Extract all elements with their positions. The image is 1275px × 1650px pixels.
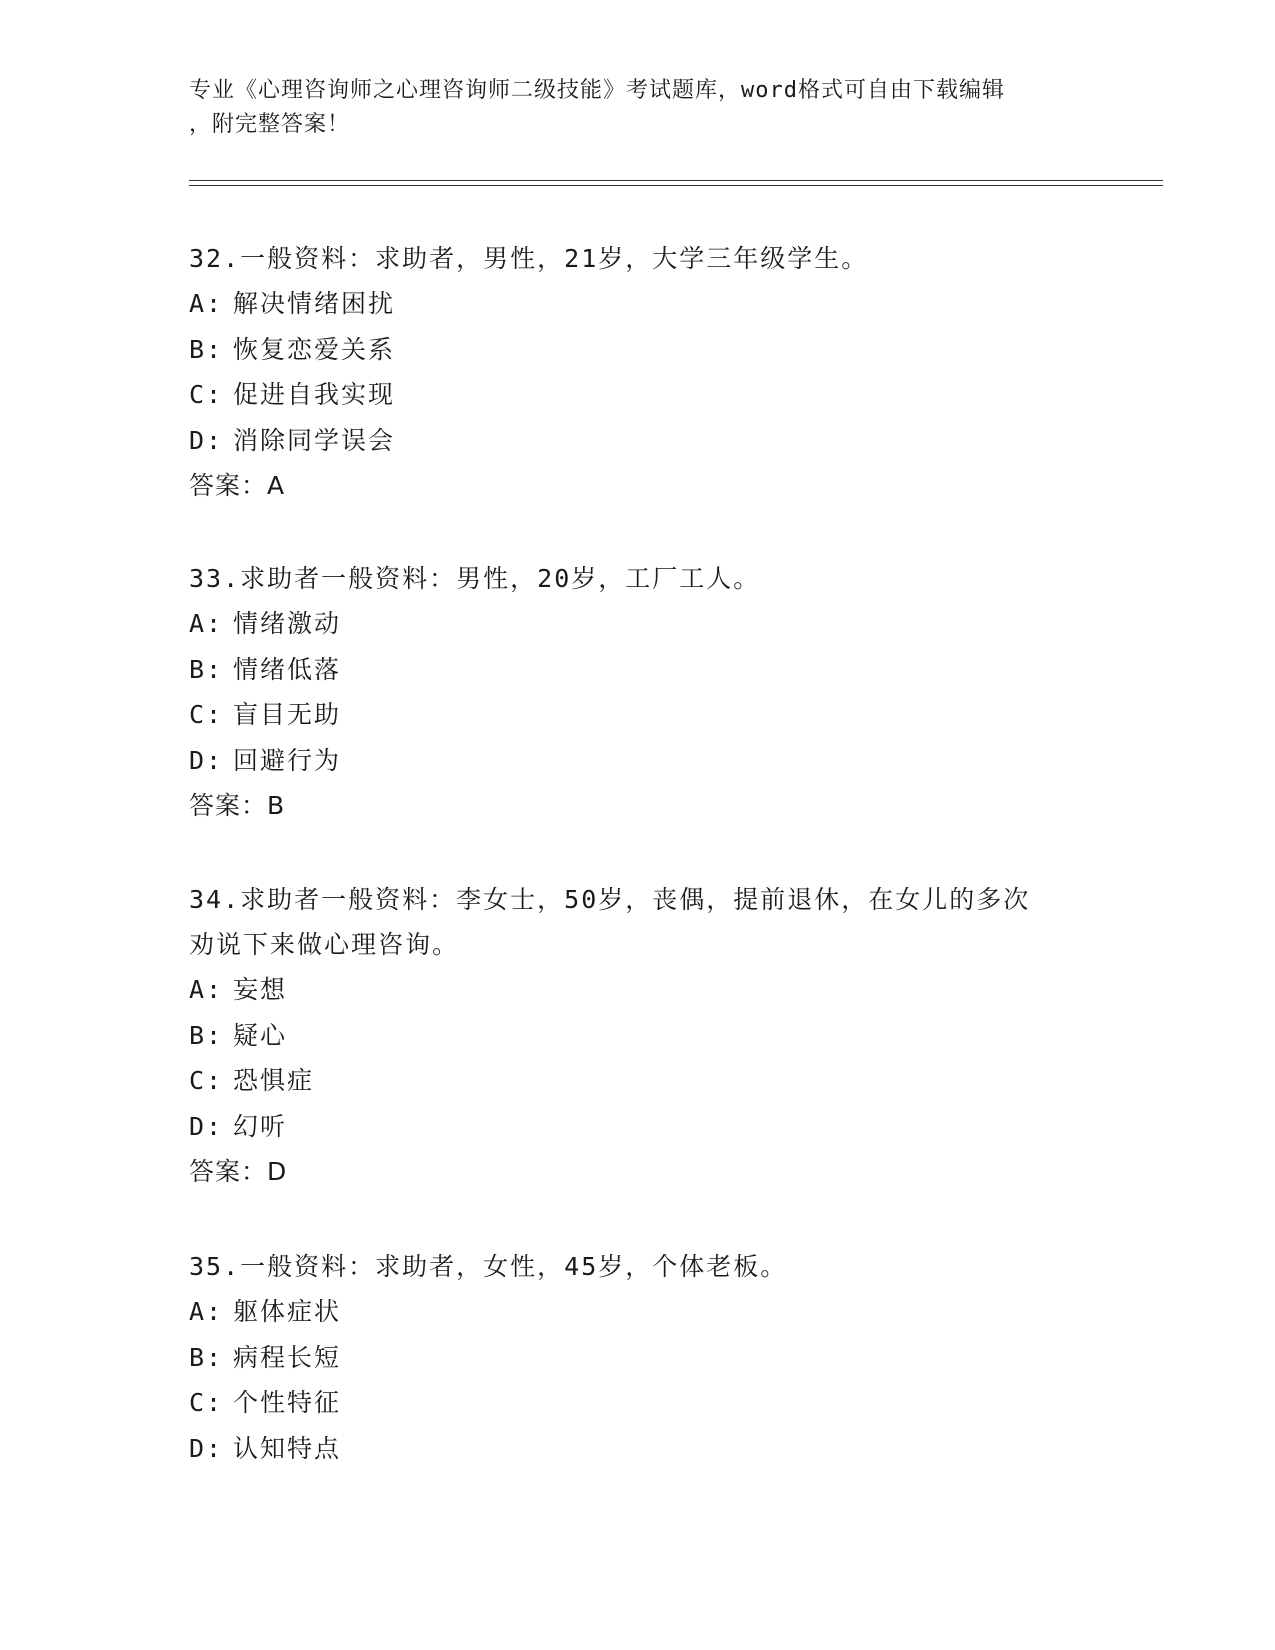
option-b xyxy=(189,1335,1109,1381)
option-c xyxy=(189,692,1109,738)
option-label: B: xyxy=(189,1342,224,1372)
option-text: 解决情绪困扰 xyxy=(233,289,396,318)
option-a xyxy=(189,967,1109,1013)
option-text: 个性特征 xyxy=(233,1388,342,1417)
option-b xyxy=(189,1013,1109,1059)
document-header xyxy=(189,74,1089,142)
option-text: 病程长短 xyxy=(233,1342,342,1372)
option-label: D: xyxy=(189,1433,224,1463)
option-text: 促进自我实现 xyxy=(233,380,396,409)
option-a xyxy=(189,1289,1109,1335)
option-label: A: xyxy=(189,1297,224,1326)
option-text: 情绪激动 xyxy=(233,609,342,638)
option-label: D: xyxy=(189,1111,224,1141)
answer: 答案：B xyxy=(189,791,286,820)
option-d xyxy=(189,418,1109,464)
header-line-2: ，附完整答案！ xyxy=(189,112,351,137)
option-text: 盲目无助 xyxy=(233,700,342,729)
option-text: 认知特点 xyxy=(233,1433,342,1463)
question-stem: 35.一般资料：求助者，女性，45岁，个体老板。 xyxy=(189,1252,788,1281)
option-label: C: xyxy=(189,1066,224,1095)
answer: 答案：A xyxy=(189,471,286,500)
option-b xyxy=(189,647,1109,693)
option-c xyxy=(189,372,1109,418)
option-text: 回避行为 xyxy=(233,745,342,775)
question-stem: 32.一般资料：求助者，男性，21岁，大学三年级学生。 xyxy=(189,244,869,273)
option-c xyxy=(189,1380,1109,1426)
question-stem-continued: 劝说下来做心理咨询。 xyxy=(189,930,460,959)
option-d xyxy=(189,738,1109,784)
option-label: B: xyxy=(189,654,224,684)
option-text: 躯体症状 xyxy=(233,1297,342,1326)
option-d xyxy=(189,1104,1109,1150)
option-b xyxy=(189,327,1109,373)
question-stem: 33.求助者一般资料：男性，20岁，工厂工人。 xyxy=(189,564,761,593)
option-text: 恢复恋爱关系 xyxy=(233,334,396,364)
question-35 xyxy=(189,1244,1109,1471)
option-label: A: xyxy=(189,289,224,318)
option-label: A: xyxy=(189,975,224,1004)
header-line-1: 专业《心理咨询师之心理咨询师二级技能》考试题库，word格式可自由下载编辑 xyxy=(189,78,1005,103)
option-label: D: xyxy=(189,425,224,455)
option-d xyxy=(189,1426,1109,1472)
option-label: D: xyxy=(189,745,224,775)
option-text: 恐惧症 xyxy=(233,1066,315,1095)
option-label: C: xyxy=(189,380,224,409)
option-a xyxy=(189,281,1109,327)
option-label: B: xyxy=(189,1020,224,1050)
option-label: C: xyxy=(189,700,224,729)
option-text: 疑心 xyxy=(233,1020,288,1050)
header-divider-top xyxy=(189,180,1163,181)
option-text: 妄想 xyxy=(233,975,288,1004)
answer: 答案：D xyxy=(189,1157,288,1186)
header-divider-bottom xyxy=(189,185,1163,186)
question-34 xyxy=(189,877,1109,1195)
option-text: 消除同学误会 xyxy=(233,425,396,455)
question-stem: 34.求助者一般资料：李女士，50岁，丧偶，提前退休，在女儿的多次 xyxy=(189,885,1031,914)
option-label: C: xyxy=(189,1388,224,1417)
option-text: 情绪低落 xyxy=(233,654,342,684)
option-label: A: xyxy=(189,609,224,638)
option-text: 幻听 xyxy=(233,1111,288,1141)
option-a xyxy=(189,601,1109,647)
question-32 xyxy=(189,236,1109,509)
option-c xyxy=(189,1058,1109,1104)
option-label: B: xyxy=(189,334,224,364)
question-33 xyxy=(189,556,1109,829)
